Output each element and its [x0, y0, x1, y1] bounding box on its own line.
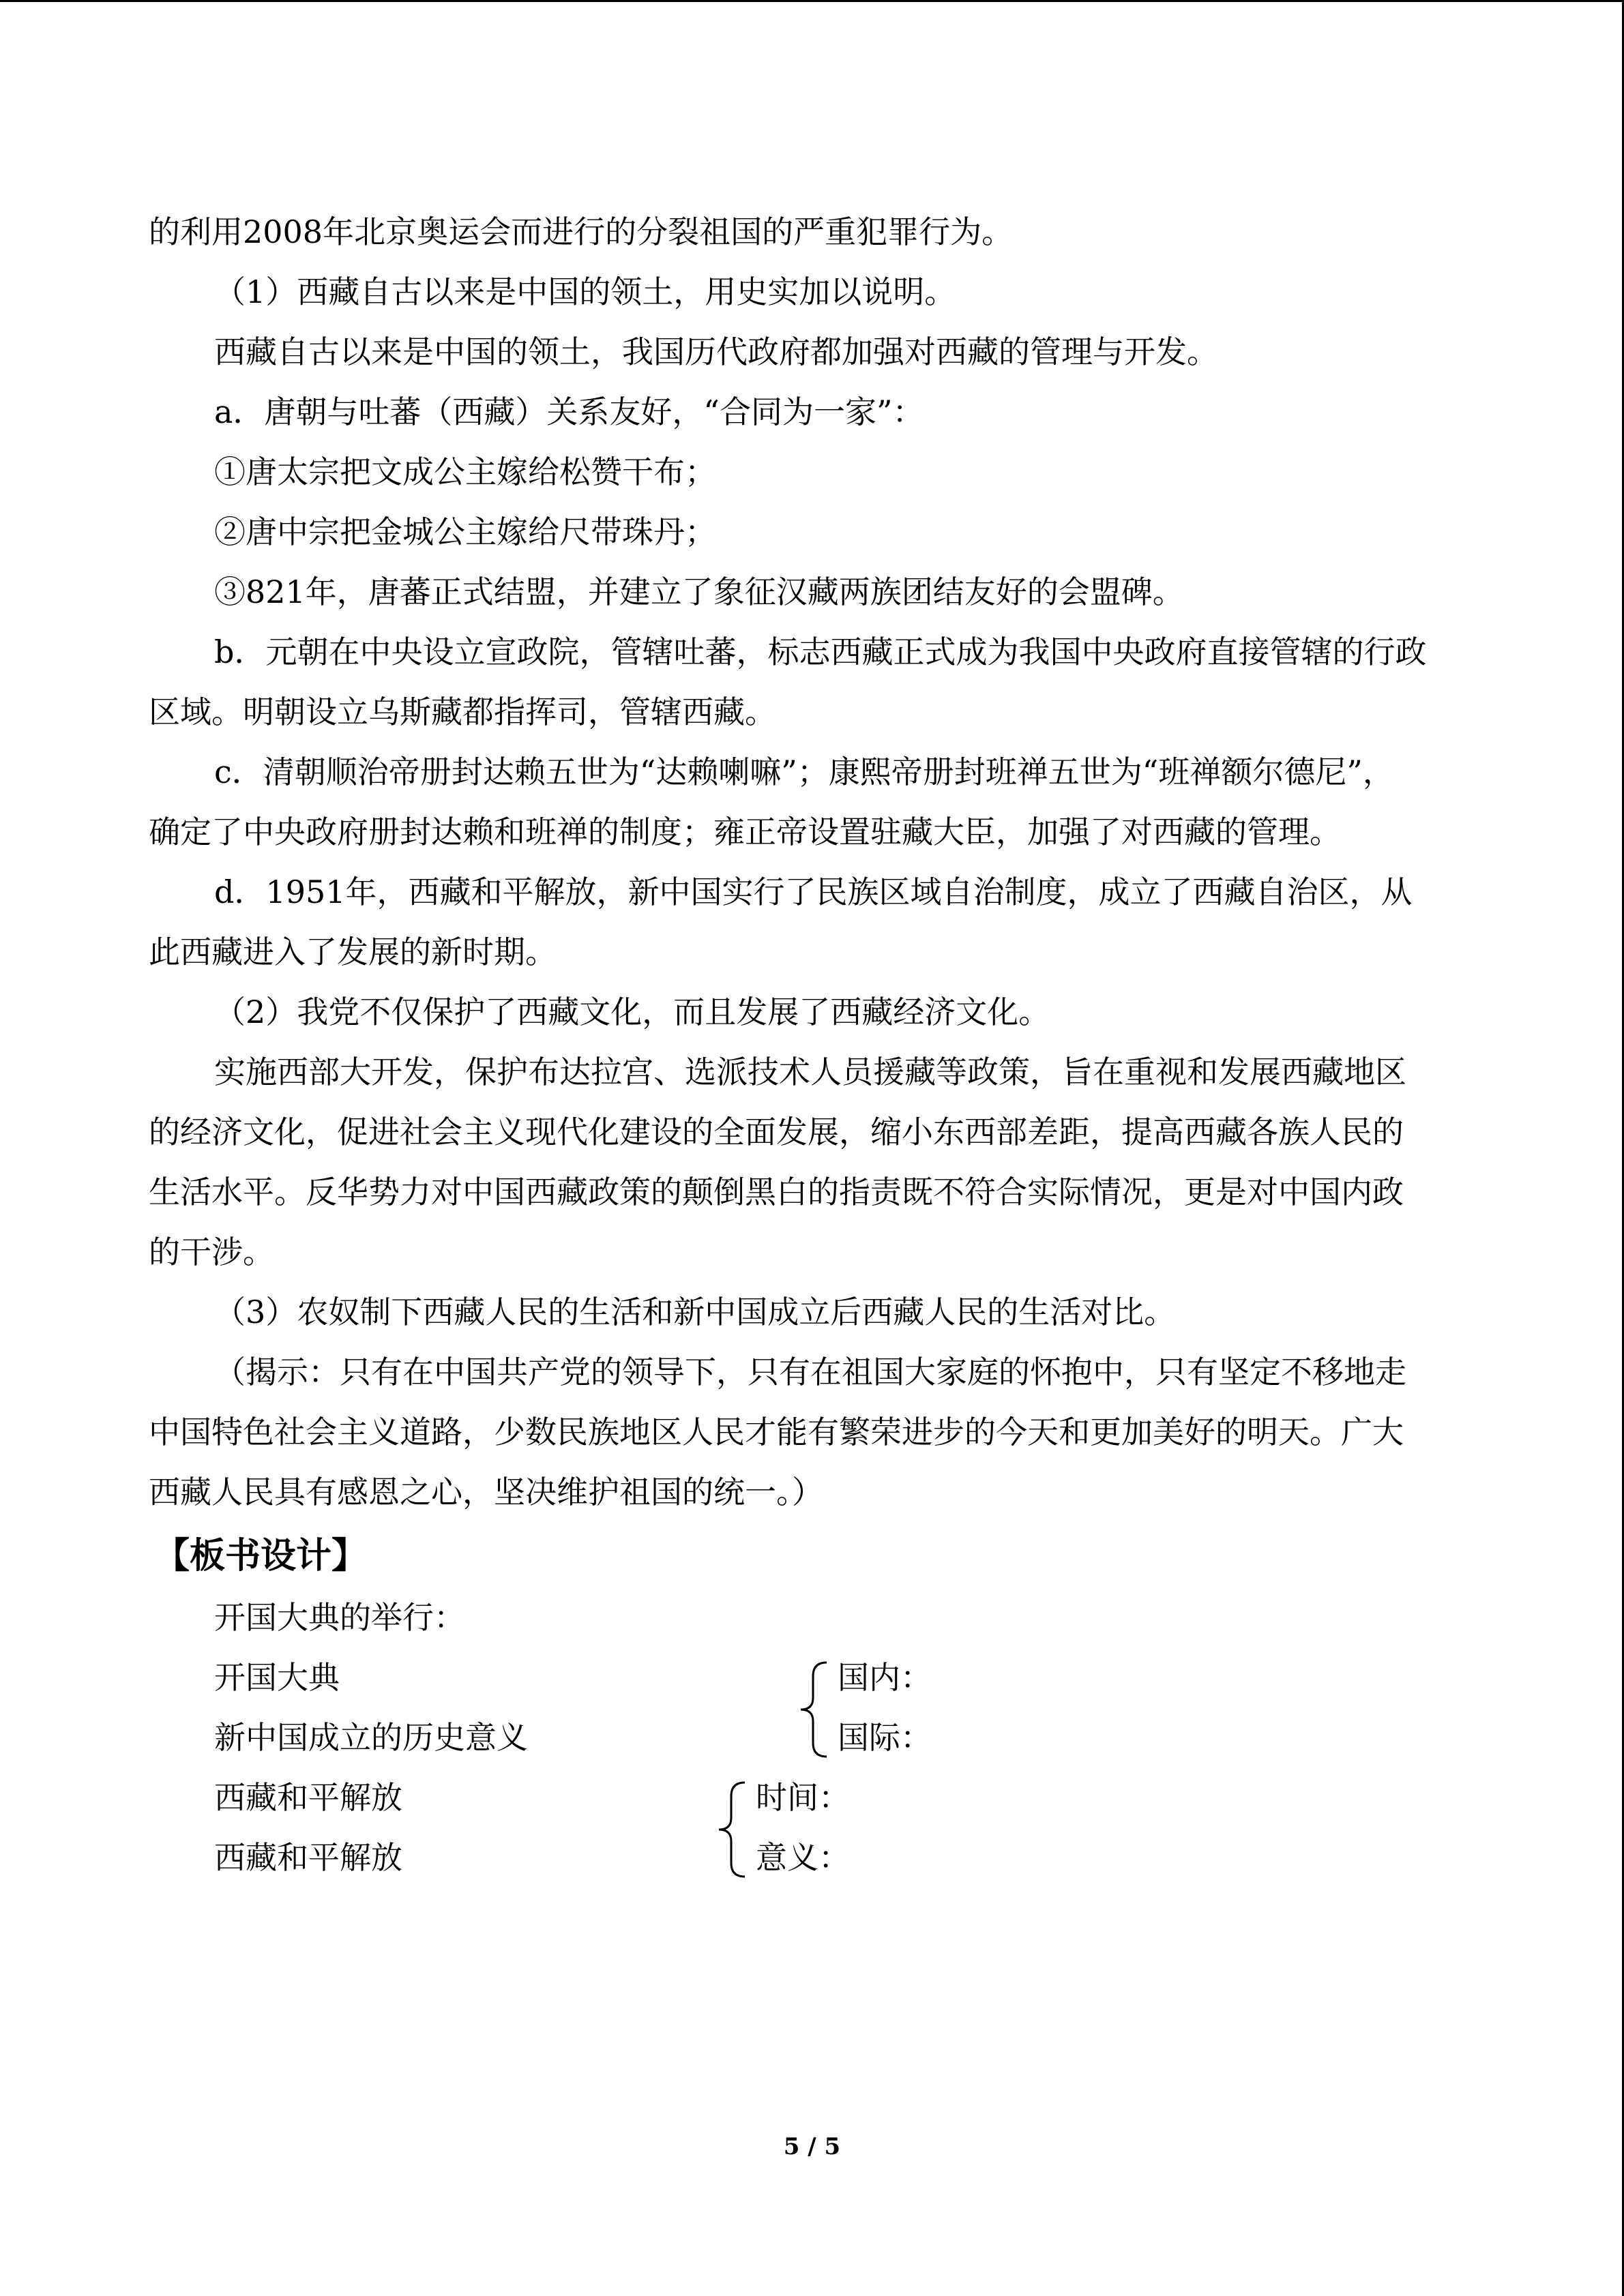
board-item: 新中国成立的历史意义	[214, 1719, 528, 1756]
list-item: ②唐中宗把金城公主嫁给尺带珠丹；	[214, 513, 716, 550]
question-2: （2）我党不仅保护了西藏文化，而且发展了西藏经济文化。	[214, 994, 1050, 1030]
paragraph-line: 中国特色社会主义道路，少数民族地区人民才能有繁荣进步的今天和更加美好的明天。广大	[149, 1414, 1404, 1450]
question-3: （3）农奴制下西藏人民的生活和新中国成立后西藏人民的生活对比。	[214, 1294, 1176, 1330]
paragraph-line: 的干涉。	[149, 1234, 274, 1270]
board-item: 意义：	[756, 1839, 850, 1876]
list-item: ①唐太宗把文成公主嫁给松赞干布；	[214, 453, 716, 490]
list-item: ③821年，唐蕃正式结盟，并建立了象征汉藏两族团结友好的会盟碑。	[214, 573, 1184, 610]
board-item: 时间：	[756, 1779, 850, 1816]
point-b: b．元朝在中央设立宣政院，管辖吐蕃，标志西藏正式成为我国中央政府直接管辖的行政	[214, 633, 1427, 670]
brace-icon	[797, 1658, 831, 1761]
board-design-heading: 【板书设计】	[154, 1536, 368, 1577]
brace-icon	[715, 1778, 749, 1881]
paragraph-line: （揭示：只有在中国共产党的领导下，只有在祖国大家庭的怀抱中，只有坚定不移地走	[214, 1354, 1406, 1390]
board-item: 国内：	[838, 1659, 932, 1696]
question-1: （1）西藏自古以来是中国的领土，用史实加以说明。	[214, 273, 956, 310]
paragraph-line: 的经济文化，促进社会主义现代化建设的全面发展，缩小东西部差距，提高西藏各族人民的	[149, 1114, 1404, 1150]
page-number: 5 / 5	[783, 2133, 841, 2160]
paragraph-line: 西藏人民具有感恩之心，坚决维护祖国的统一。）	[149, 1474, 823, 1510]
paragraph-line: 区域。明朝设立乌斯藏都指挥司，管辖西藏。	[149, 694, 776, 730]
point-a: a．唐朝与吐蕃（西藏）关系友好，“合同为一家”：	[214, 393, 924, 430]
paragraph-line: 的利用2008年北京奥运会而进行的分裂祖国的严重犯罪行为。	[149, 213, 1014, 250]
paragraph-line: 西藏自古以来是中国的领土，我国历代政府都加强对西藏的管理与开发。	[214, 333, 1218, 370]
board-intro: 开国大典的举行：	[214, 1599, 465, 1636]
point-d: d．1951年，西藏和平解放，新中国实行了民族区域自治制度，成立了西藏自治区，从	[214, 874, 1413, 910]
board-design	[149, 1590, 1475, 1945]
board-item: 西藏和平解放	[214, 1839, 402, 1876]
paragraph-line: 此西藏进入了发展的新时期。	[149, 934, 557, 970]
board-item: 开国大典	[214, 1659, 340, 1696]
page-border-top	[0, 0, 1624, 2]
board-item: 西藏和平解放	[214, 1779, 402, 1816]
board-item: 国际：	[838, 1719, 932, 1756]
point-c: c．清朝顺治帝册封达赖五世为“达赖喇嘛”；康熙帝册封班禅五世为“班禅额尔德尼”，	[214, 754, 1394, 790]
paragraph-line: 生活水平。反华势力对中国西藏政策的颠倒黑白的指责既不符合实际情况，更是对中国内政	[149, 1174, 1404, 1210]
document-body	[149, 202, 1475, 1945]
paragraph-line: 确定了中央政府册封达赖和班禅的制度；雍正帝设置驻藏大臣，加强了对西藏的管理。	[149, 814, 1341, 850]
paragraph-line: 实施西部大开发，保护布达拉宫、选派技术人员援藏等政策，旨在重视和发展西藏地区	[214, 1054, 1406, 1090]
